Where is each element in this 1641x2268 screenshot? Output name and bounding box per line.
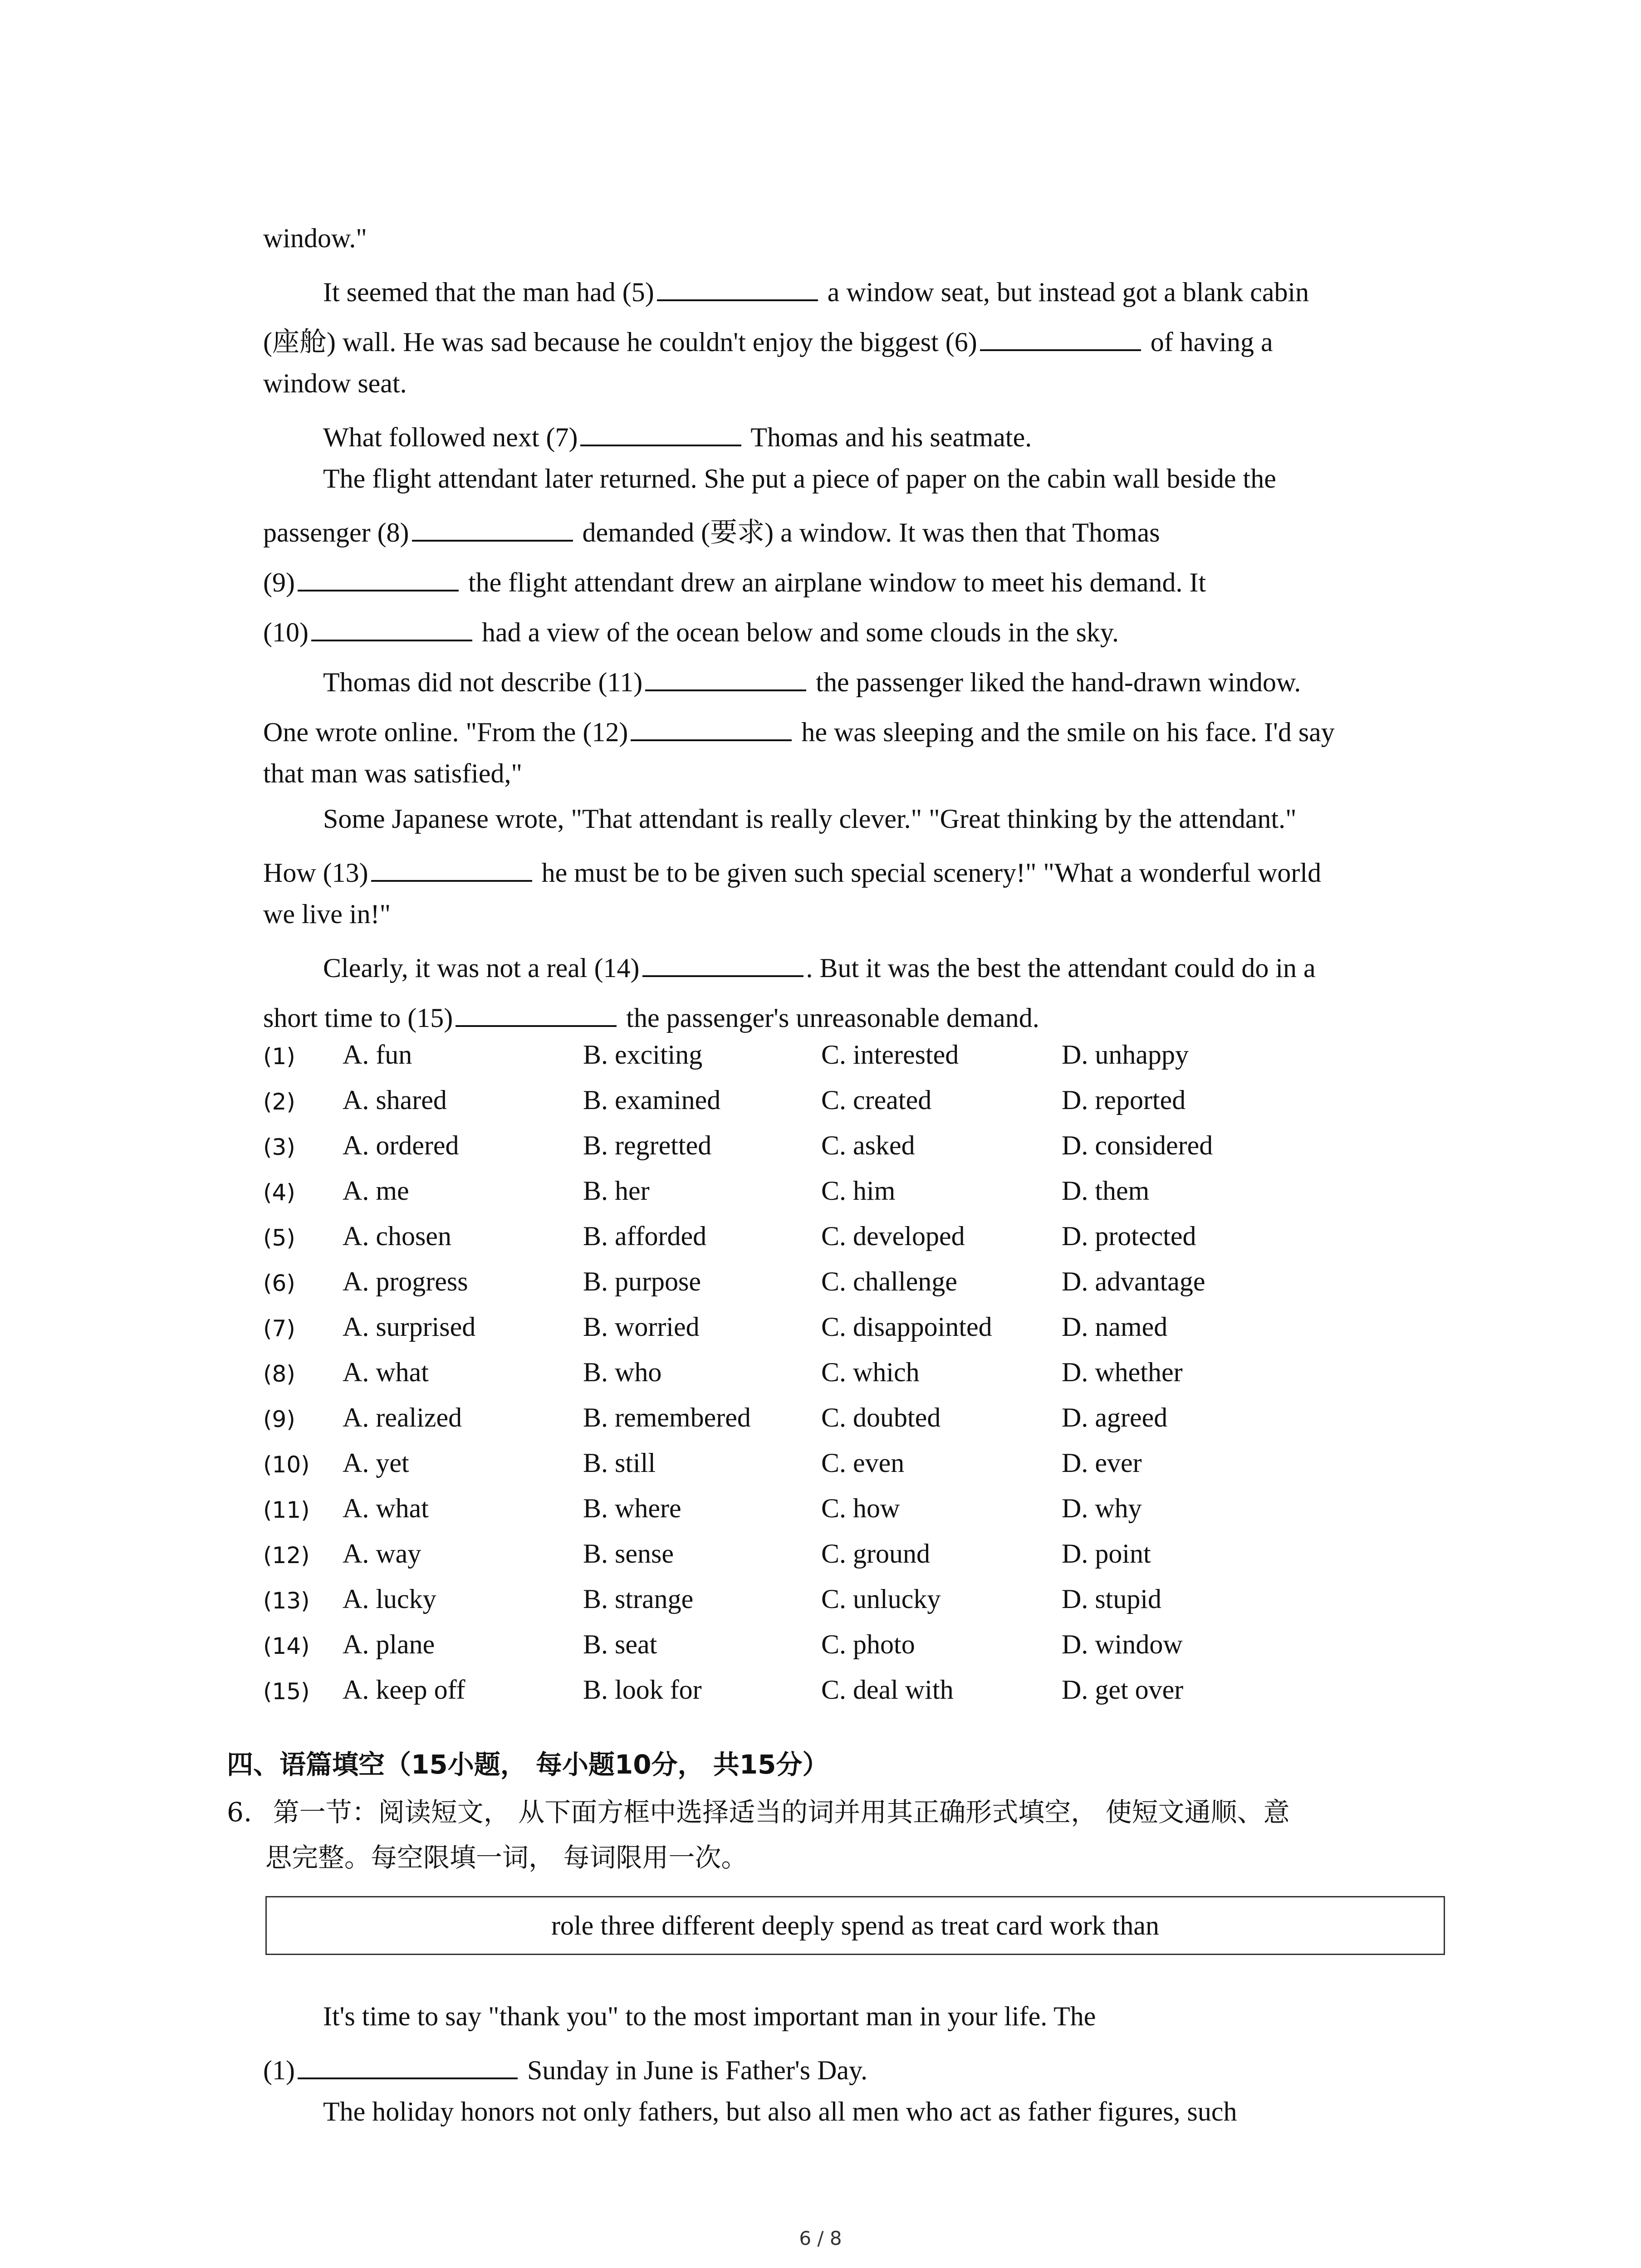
passage-text: had a view of the ocean below and some clouds in the sky. [475, 617, 1119, 647]
option-d[interactable]: D. whether [1062, 1357, 1183, 1387]
section-heading: 四、语篇填空（15小题， 每小题10分， 共15分） [227, 1749, 829, 1780]
passage-text: It's time to say "thank you" to the most important man in your life. The [323, 2001, 1096, 2031]
option-a[interactable]: A. me [343, 1176, 409, 1206]
question-instruction [265, 1842, 747, 1873]
option-number: (8) [263, 1361, 295, 1387]
option-c[interactable]: C. him [821, 1176, 896, 1206]
passage-line [263, 898, 391, 930]
option-a[interactable]: A. keep off [343, 1675, 465, 1705]
option-row [263, 1402, 1443, 1447]
option-a[interactable]: A. surprised [343, 1312, 476, 1342]
option-c[interactable]: C. asked [821, 1130, 915, 1160]
passage-line [263, 758, 522, 789]
passage-text: the flight attendant drew an airplane window to meet his demand. It [461, 567, 1206, 597]
option-row [263, 1492, 1443, 1538]
option-row [263, 1220, 1443, 1266]
option-number: (13) [263, 1588, 310, 1614]
option-number: (9) [263, 1406, 295, 1432]
option-a[interactable]: A. yet [343, 1448, 409, 1478]
option-d[interactable]: D. window [1062, 1629, 1183, 1659]
option-c[interactable]: C. which [821, 1357, 920, 1387]
option-a[interactable]: A. way [343, 1539, 421, 1569]
blank-5 [657, 272, 818, 301]
blank-6 [980, 322, 1141, 351]
option-number: (14) [263, 1633, 310, 1659]
passage-line [263, 222, 367, 254]
option-c[interactable]: C. challenge [821, 1266, 957, 1296]
word-bank-box [265, 1896, 1445, 1955]
option-c[interactable]: C. unlucky [821, 1584, 941, 1614]
passage-text: (9) [263, 567, 295, 597]
option-b[interactable]: B. strange [583, 1584, 694, 1614]
option-b[interactable]: B. worried [583, 1312, 700, 1342]
option-c[interactable]: C. developed [821, 1221, 965, 1251]
passage-text: Thomas did not describe (11) [323, 667, 643, 697]
passage-line [263, 322, 1273, 358]
passage-text: window." [263, 223, 367, 253]
option-row [263, 1039, 1443, 1084]
option-number: (10) [263, 1452, 310, 1478]
option-b[interactable]: B. sense [583, 1539, 674, 1569]
option-row [263, 1084, 1443, 1129]
option-row [263, 1175, 1443, 1220]
option-row [263, 1674, 1443, 1719]
passage-text: . But it was the best the attendant could do in a [806, 953, 1316, 983]
option-number: (15) [263, 1678, 310, 1705]
passage-line [263, 513, 1160, 548]
blank-11 [645, 662, 806, 691]
option-b[interactable]: B. remembered [583, 1403, 751, 1432]
option-d[interactable]: D. unhappy [1062, 1040, 1189, 1070]
option-a[interactable]: A. plane [343, 1629, 435, 1659]
option-number: (5) [263, 1225, 295, 1251]
passage-text: demanded (要求) a window. It was then that Thomas [575, 518, 1160, 547]
option-row [263, 1583, 1443, 1628]
passage-text: Thomas and his seatmate. [744, 422, 1032, 452]
passage-line [323, 2096, 1237, 2127]
passage-text: (座舱) wall. He was sad because he couldn't enjoy the biggest (6) [263, 327, 977, 357]
option-b[interactable]: B. where [583, 1493, 681, 1523]
page-number: 6 / 8 [799, 2227, 842, 2249]
option-d[interactable]: D. reported [1062, 1085, 1186, 1115]
blank-15 [456, 998, 617, 1027]
passage-line [323, 662, 1301, 698]
passage-line [263, 2050, 867, 2086]
passage-text: that man was satisfied," [263, 758, 523, 788]
instruction-text: 思完整。每空限填一词， 每词限用一次。 [265, 1842, 748, 1873]
option-c[interactable]: C. interested [821, 1040, 959, 1070]
option-c[interactable]: C. how [821, 1493, 900, 1523]
option-d[interactable]: D. stupid [1062, 1584, 1162, 1614]
passage-text: The flight attendant later returned. She put a piece of paper on the cabin wall beside the [323, 464, 1276, 494]
passage-text: (10) [263, 617, 309, 647]
option-b[interactable]: B. afforded [583, 1221, 707, 1251]
option-d[interactable]: D. them [1062, 1176, 1150, 1206]
blank-10 [311, 612, 472, 641]
option-a[interactable]: A. what [343, 1493, 429, 1523]
option-b[interactable]: B. still [583, 1448, 656, 1478]
passage-text: Some Japanese wrote, "That attendant is really clever." "Great thinking by the attendant." [323, 804, 1297, 834]
blank-14 [642, 948, 803, 977]
option-number: (7) [263, 1315, 295, 1342]
passage-text: short time to (15) [263, 1003, 453, 1033]
option-a[interactable]: A. chosen [343, 1221, 451, 1251]
option-c[interactable]: C. ground [821, 1539, 930, 1569]
option-row [263, 1311, 1443, 1356]
blank-12 [631, 712, 792, 741]
option-row [263, 1129, 1443, 1175]
option-number: (6) [263, 1270, 295, 1296]
option-number: (11) [263, 1497, 310, 1523]
question-instruction [227, 1796, 1290, 1828]
passage-text: Sunday in June is Father's Day. [520, 2055, 868, 2085]
option-d[interactable]: D. advantage [1062, 1266, 1205, 1296]
option-number: (3) [263, 1134, 295, 1160]
blank-9 [298, 562, 459, 591]
passage-text: Clearly, it was not a real (14) [323, 953, 640, 983]
passage-text: we live in!" [263, 899, 391, 929]
option-b[interactable]: B. look for [583, 1675, 702, 1705]
option-a[interactable]: A. ordered [343, 1130, 459, 1160]
passage-line [323, 272, 1309, 308]
blank-7 [580, 417, 741, 446]
option-c[interactable]: C. even [821, 1448, 905, 1478]
option-c[interactable]: C. deal with [821, 1675, 954, 1705]
option-d[interactable]: D. considered [1062, 1130, 1213, 1160]
option-b[interactable]: B. examined [583, 1085, 721, 1115]
option-d[interactable]: D. get over [1062, 1675, 1184, 1705]
option-number: (2) [263, 1089, 295, 1115]
option-row [263, 1356, 1443, 1402]
option-number: (12) [263, 1542, 310, 1569]
option-d[interactable]: D. point [1062, 1539, 1151, 1569]
option-d[interactable]: D. protected [1062, 1221, 1196, 1251]
passage-text: window seat. [263, 368, 407, 398]
option-a[interactable]: A. shared [343, 1085, 447, 1115]
passage-text: the passenger liked the hand-drawn window. [809, 667, 1301, 697]
option-d[interactable]: D. agreed [1062, 1403, 1168, 1432]
option-c[interactable]: C. photo [821, 1629, 915, 1659]
passage-text: One wrote online. "From the (12) [263, 717, 628, 747]
blank-13 [371, 853, 532, 882]
passage-line [323, 803, 1297, 835]
blank-8 [412, 513, 573, 542]
option-a[interactable]: A. lucky [343, 1584, 436, 1614]
passage-line [263, 367, 407, 399]
passage-text: The holiday honors not only fathers, but also all men who act as father figures, such [323, 2097, 1237, 2126]
option-c[interactable]: C. created [821, 1085, 932, 1115]
passage-line [263, 612, 1119, 648]
option-row [263, 1266, 1443, 1311]
passage-text: How (13) [263, 858, 368, 888]
question-number: 6. [227, 1797, 252, 1828]
passage-text: the passenger's unreasonable demand. [619, 1003, 1039, 1033]
option-b[interactable]: B. exciting [583, 1040, 703, 1070]
passage-line [323, 417, 1032, 453]
passage-line [323, 948, 1316, 984]
option-b[interactable]: B. seat [583, 1629, 657, 1659]
passage-text: What followed next (7) [323, 422, 578, 452]
option-c[interactable]: C. doubted [821, 1403, 941, 1432]
option-number: (1) [263, 1043, 295, 1070]
passage-line [263, 562, 1206, 598]
instruction-text: 第一节：阅读短文， 从下面方框中选择适当的词并用其正确形式填空， 使短文通顺、意 [273, 1797, 1290, 1828]
option-row [263, 1538, 1443, 1583]
option-a[interactable]: A. realized [343, 1403, 462, 1432]
option-number: (4) [263, 1179, 295, 1206]
option-d[interactable]: D. why [1062, 1493, 1142, 1523]
option-row [263, 1447, 1443, 1492]
passage-text: he was sleeping and the smile on his face. I'd say [794, 717, 1335, 747]
option-a[interactable]: A. what [343, 1357, 429, 1387]
option-c[interactable]: C. disappointed [821, 1312, 992, 1342]
option-a[interactable]: A. fun [343, 1040, 412, 1070]
passage-text: It seemed that the man had (5) [323, 277, 654, 307]
option-b[interactable]: B. her [583, 1176, 650, 1206]
word-bank-text: role three different deeply spend as treat card work than [551, 1910, 1159, 1941]
passage-line [323, 2000, 1096, 2032]
passage-text: a window seat, but instead got a blank cabin [820, 277, 1309, 307]
passage-text: (1) [263, 2055, 295, 2085]
option-row [263, 1628, 1443, 1674]
passage-text: of having a [1143, 327, 1273, 357]
option-a[interactable]: A. progress [343, 1266, 468, 1296]
option-d[interactable]: D. named [1062, 1312, 1168, 1342]
passage-text: he must be to be given such special scenery!" "What a wonderful world [534, 858, 1322, 888]
passage-line [323, 463, 1276, 494]
passage-text: passenger (8) [263, 518, 409, 547]
passage-line [263, 998, 1039, 1034]
option-d[interactable]: D. ever [1062, 1448, 1142, 1478]
blank-1[interactable] [298, 2050, 518, 2079]
passage-line [263, 853, 1321, 889]
option-b[interactable]: B. regretted [583, 1130, 712, 1160]
option-b[interactable]: B. purpose [583, 1266, 701, 1296]
option-b[interactable]: B. who [583, 1357, 662, 1387]
passage-line [263, 712, 1335, 748]
